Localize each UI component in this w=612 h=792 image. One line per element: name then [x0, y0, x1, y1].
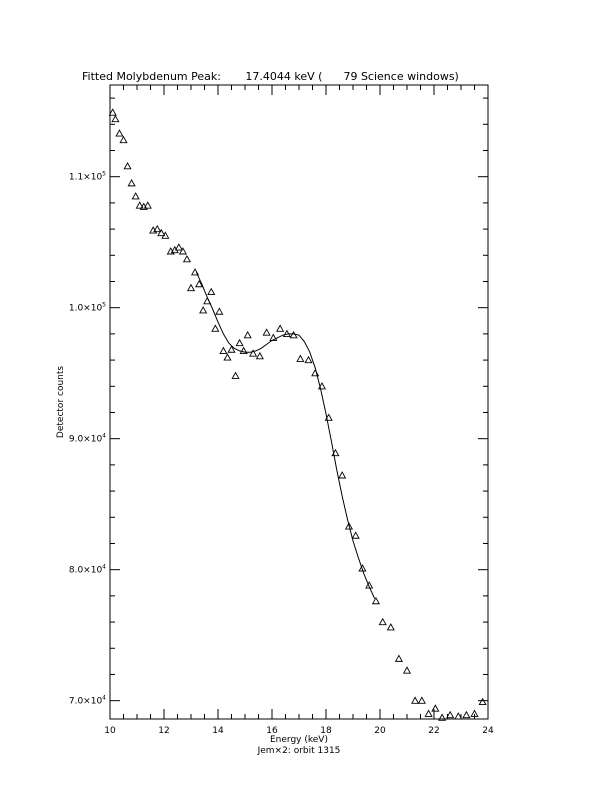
- data-point: [200, 307, 207, 313]
- data-point: [145, 202, 152, 208]
- fit-curve: [196, 272, 374, 598]
- axis-ticks: [110, 85, 488, 719]
- data-point: [396, 655, 403, 661]
- data-point: [116, 130, 123, 136]
- data-point: [154, 226, 161, 232]
- data-point: [419, 697, 426, 703]
- data-point: [432, 705, 439, 711]
- data-point: [224, 354, 231, 360]
- y-axis-label: Detector counts: [56, 365, 66, 439]
- data-point: [404, 667, 411, 673]
- x-tick-label: 16: [266, 726, 278, 736]
- data-point: [112, 116, 119, 122]
- data-point: [373, 598, 380, 604]
- x-tick-label: 14: [212, 726, 224, 736]
- y-tick-label: $7.0\times 10^4$: [68, 694, 106, 707]
- data-point: [305, 357, 312, 363]
- data-point: [192, 269, 199, 275]
- data-point: [204, 298, 211, 304]
- x-tick-label: 10: [104, 726, 116, 736]
- y-tick-label: $8.0\times 10^4$: [68, 563, 106, 576]
- data-point: [128, 180, 135, 186]
- data-point: [176, 244, 183, 250]
- y-tick-label: $1.1\times 10^5$: [68, 170, 106, 183]
- data-point: [212, 325, 219, 331]
- chart-subtitle: Jem×2: orbit 1315: [257, 746, 341, 756]
- data-point: [277, 325, 284, 331]
- data-point: [297, 355, 304, 361]
- data-point: [220, 348, 227, 354]
- chart-title: Fitted Molybdenum Peak: 17.4044 keV ( 79 Science windows): [82, 70, 459, 83]
- data-point: [208, 289, 215, 295]
- fit-line: [196, 272, 374, 598]
- x-tick-label: 12: [158, 726, 170, 736]
- data-point: [232, 373, 239, 379]
- data-points: [109, 109, 486, 720]
- data-point: [263, 329, 270, 335]
- data-point: [236, 340, 243, 346]
- x-tick-label: 20: [374, 726, 386, 736]
- data-point: [257, 353, 264, 359]
- data-point: [339, 472, 346, 478]
- x-tick-label: 24: [482, 726, 494, 736]
- data-point: [124, 163, 131, 169]
- x-axis-label: Energy (keV): [270, 735, 328, 745]
- data-point: [412, 697, 419, 703]
- data-point: [244, 332, 251, 338]
- data-point: [184, 256, 191, 262]
- data-point: [312, 370, 319, 376]
- data-point: [180, 248, 187, 254]
- data-point: [463, 712, 470, 718]
- data-point: [479, 699, 486, 705]
- y-tick-label: $9.0\times 10^4$: [68, 432, 106, 445]
- data-point: [216, 308, 223, 314]
- data-point: [352, 532, 359, 538]
- plot-frame: [110, 85, 488, 719]
- data-point: [425, 710, 432, 716]
- data-point: [132, 193, 139, 199]
- data-point: [388, 624, 395, 630]
- data-point: [120, 137, 127, 143]
- y-tick-labels: [69, 171, 106, 707]
- data-point: [228, 346, 235, 352]
- x-tick-label: 18: [320, 726, 332, 736]
- data-point: [240, 348, 247, 354]
- data-point: [188, 285, 195, 291]
- data-point: [379, 619, 386, 625]
- y-tick-label: $1.0\times 10^5$: [68, 301, 106, 314]
- x-tick-label: 22: [428, 726, 440, 736]
